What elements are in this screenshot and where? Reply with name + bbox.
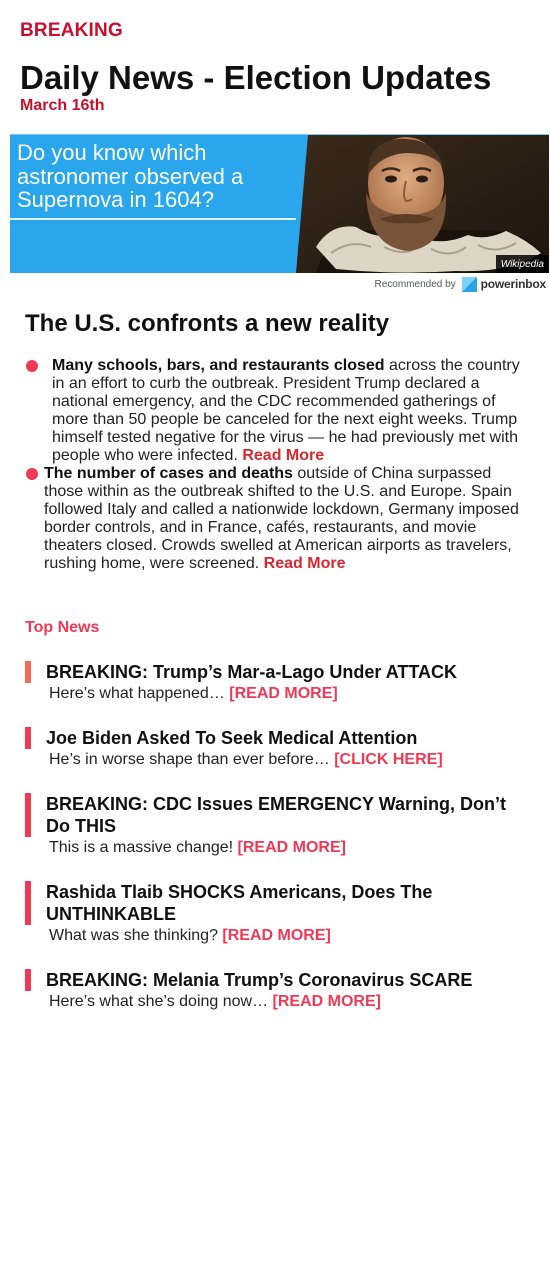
news-subtitle	[49, 927, 331, 945]
news-accent-bar	[25, 881, 31, 925]
news-title[interactable]: BREAKING: CDC Issues EMERGENCY Warning, Don’t Do THIS	[46, 794, 507, 836]
news-subtitle	[49, 839, 346, 857]
news-title[interactable]: Rashida Tlaib SHOCKS Americans, Does The UNTHINKABLE	[46, 882, 433, 924]
news-cta-link[interactable]: [READ MORE]	[229, 685, 338, 702]
news-subtitle-text: He’s in worse shape than ever before…	[49, 751, 335, 768]
news-subtitle-text: Here’s what happened…	[49, 685, 230, 702]
news-accent-bar	[25, 661, 31, 683]
news-accent-bar	[25, 793, 31, 837]
powerinbox-brand: powerinbox	[480, 277, 546, 291]
bullet-item	[52, 357, 524, 465]
bullet-text: across the country in an effort to curb the outbreak. President Trump declared a national emergency, and the CDC recommended gatherings of more than 50 people be canceled for the next eight weeks. Trump himself tested negative for the virus — he had previously met with people who were infected.	[52, 357, 520, 464]
ad-source-caption: Wikipedia	[496, 255, 549, 273]
powerinbox-logo-icon	[462, 277, 477, 292]
news-title[interactable]: BREAKING: Melania Trump’s Coronavirus SCARE	[46, 970, 473, 990]
ad-divider	[10, 218, 305, 220]
news-title[interactable]: BREAKING: Trump’s Mar-a-Lago Under ATTACK	[46, 662, 458, 682]
news-title[interactable]: Joe Biden Asked To Seek Medical Attention	[46, 728, 418, 748]
news-cta-link[interactable]: [CLICK HERE]	[334, 751, 443, 768]
page-title: Daily News - Election Updates	[20, 59, 492, 96]
news-subtitle	[49, 993, 381, 1011]
section-heading: The U.S. confronts a new reality	[25, 310, 390, 337]
read-more-link[interactable]: Read More	[242, 447, 325, 464]
bullet-bold-text: Many schools, bars, and restaurants closed	[52, 357, 385, 374]
bullet-item	[44, 465, 524, 573]
news-accent-bar	[25, 969, 31, 991]
news-subtitle	[49, 685, 338, 703]
bullet-dot	[26, 360, 38, 372]
ad-portrait-image	[296, 135, 549, 273]
top-news-heading: Top News	[25, 619, 100, 636]
news-cta-link[interactable]: [READ MORE]	[222, 927, 331, 944]
news-accent-bar	[25, 727, 31, 749]
news-subtitle-text: What was she thinking?	[49, 927, 223, 944]
bullet-bold-text: The number of cases and deaths	[44, 465, 293, 482]
news-cta-link[interactable]: [READ MORE]	[272, 993, 381, 1010]
news-subtitle-text: Here’s what she’s doing now…	[49, 993, 273, 1010]
news-cta-link[interactable]: [READ MORE]	[237, 839, 346, 856]
ad-banner[interactable]	[10, 134, 549, 273]
ad-question-text: Do you know which astronomer observed a Supernova in 1604?	[17, 140, 244, 212]
breaking-label: BREAKING	[20, 20, 123, 41]
bullet-text: outside of China surpassed those within as the outbreak shifted to the U.S. and Europe. Spain followed Italy and called a nationwide lockdown, Germany imposed border controls, and in France, cafés, restaurants, and movie theaters closed. Crowds swelled at American airports as travelers, rushing home, were screened.	[44, 465, 519, 572]
news-subtitle	[49, 751, 443, 769]
read-more-link[interactable]: Read More	[263, 555, 346, 572]
news-subtitle-text: This is a massive change!	[49, 839, 238, 856]
bullet-dot	[26, 468, 38, 480]
page-date: March 16th	[20, 97, 105, 114]
recommended-by[interactable]	[375, 276, 547, 292]
recommended-label: Recommended by	[374, 278, 456, 290]
